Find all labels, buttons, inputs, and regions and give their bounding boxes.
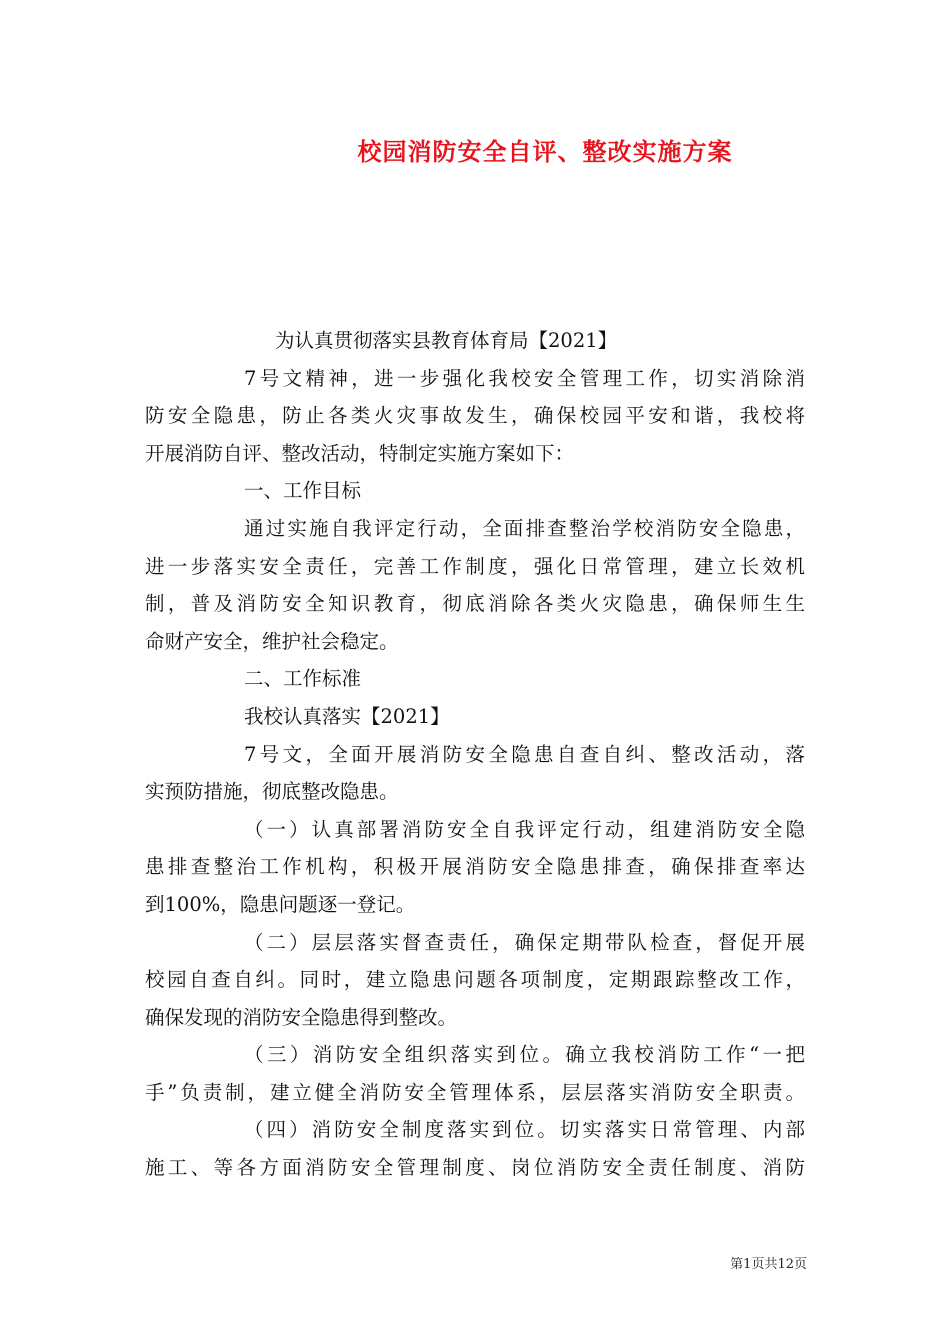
body-line: 7号文精神，进一步强化我校安全管理工作，切实消除消 — [244, 366, 805, 390]
body-line: 校园自查自纠。同时，建立隐患问题各项制度，定期跟踪整改工作， — [145, 968, 805, 992]
section-heading: 二、工作标准 — [244, 667, 362, 691]
document-body — [145, 322, 805, 1187]
body-line: 为认真贯彻落实县教育体育局【2021】 — [275, 329, 618, 352]
body-line: 制，普及消防安全知识教育，彻底消除各类火灾隐患，确保师生生 — [145, 592, 805, 616]
page-number: 第1页共12页 — [730, 1257, 807, 1272]
body-line: 施工、等各方面消防安全管理制度、岗位消防安全责任制度、消防 — [145, 1156, 805, 1180]
body-line: 实预防措施，彻底整改隐患。 — [145, 780, 399, 804]
body-line: （四）消防安全制度落实到位。切实落实日常管理、内部 — [244, 1118, 805, 1142]
body-line: （一）认真部署消防安全自我评定行动，组建消防安全隐 — [244, 817, 805, 841]
body-line: 手”负责制，建立健全消防安全管理体系，层层落实消防安全职责。 — [145, 1080, 805, 1104]
body-line: 防安全隐患，防止各类火灾事故发生，确保校园平安和谐，我校将 — [145, 404, 805, 428]
document-title: 校园消防安全自评、整改实施方案 — [357, 137, 733, 166]
body-line: 进一步落实安全责任，完善工作制度，强化日常管理，建立长效机 — [145, 554, 805, 578]
body-line: 我校认真落实【2021】 — [244, 704, 450, 728]
body-line: （三）消防安全组织落实到位。确立我校消防工作“一把 — [244, 1043, 805, 1067]
body-line: 命财产安全，维护社会稳定。 — [145, 629, 399, 653]
body-line: 通过实施自我评定行动，全面排查整治学校消防安全隐患， — [244, 516, 805, 540]
body-line: 患排查整治工作机构，积极开展消防安全隐患排查，确保排查率达 — [145, 855, 805, 879]
body-line: （二）层层落实督查责任，确保定期带队检查，督促开展 — [244, 930, 805, 954]
body-line: 开展消防自评、整改活动，特制定实施方案如下： — [145, 441, 575, 465]
body-line: 7号文，全面开展消防安全隐患自查自纠、整改活动，落 — [244, 742, 805, 766]
section-heading: 一、工作目标 — [244, 479, 362, 503]
body-line: 确保发现的消防安全隐患得到整改。 — [145, 1005, 458, 1029]
body-line: 到100%，隐患问题逐一登记。 — [145, 892, 416, 916]
